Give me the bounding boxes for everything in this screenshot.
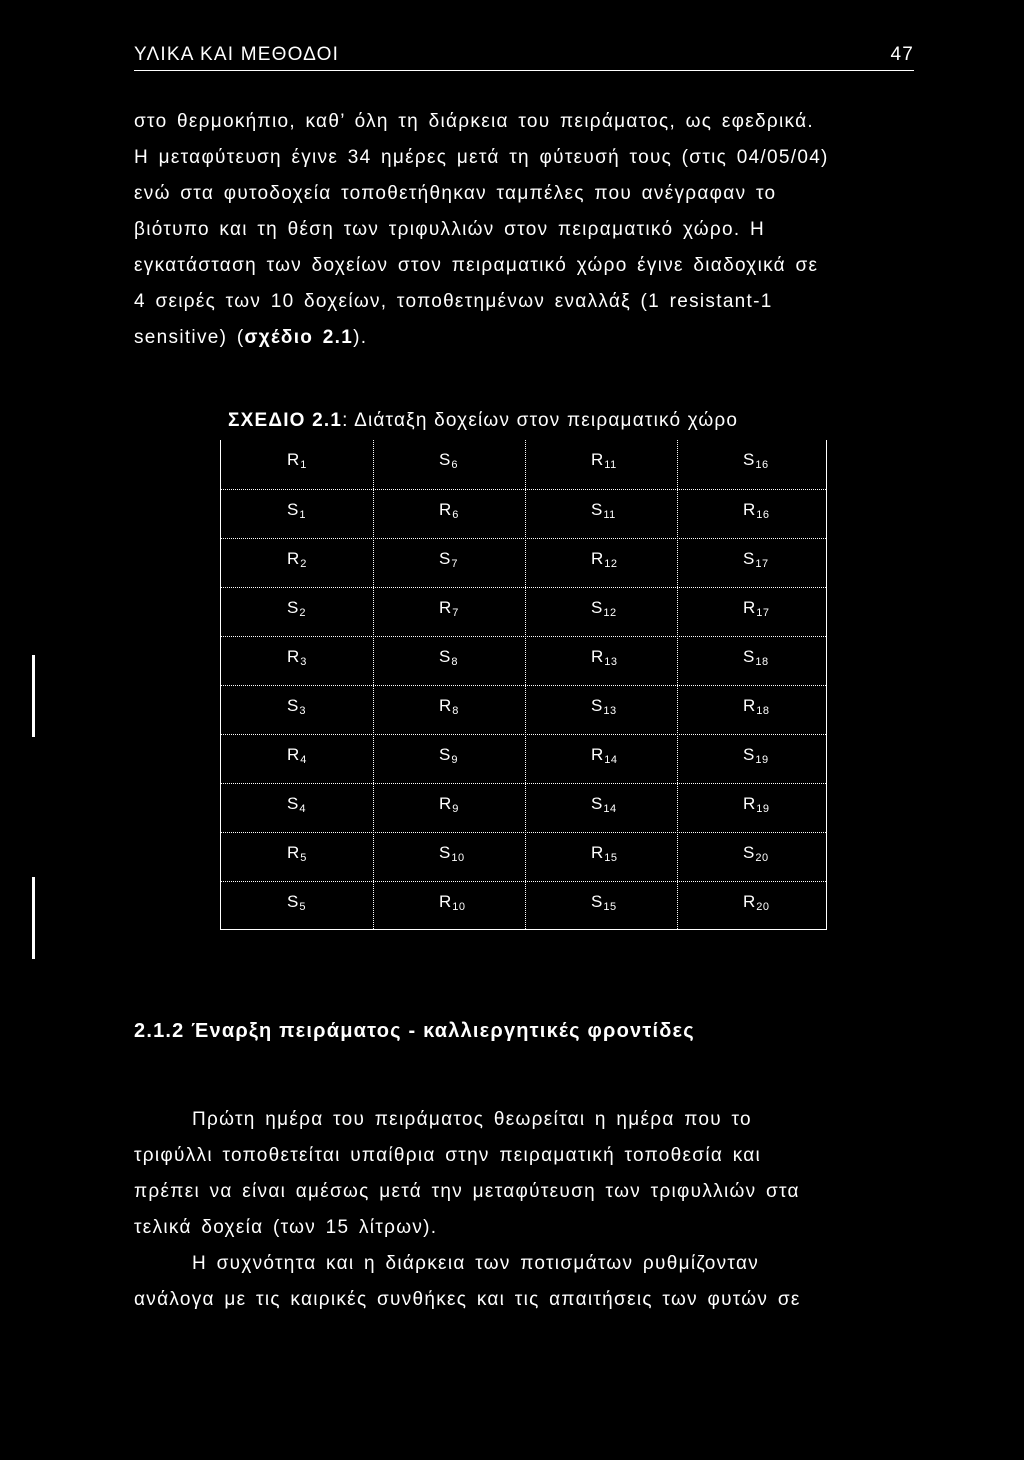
pot-letter: R bbox=[591, 647, 605, 666]
pot-number: 2 bbox=[299, 607, 306, 619]
text-line: τελικά δοχεία (των 15 λίτρων). bbox=[134, 1217, 438, 1238]
pot-cell bbox=[439, 882, 466, 931]
pot-number: 15 bbox=[604, 852, 618, 864]
pot-letter: R bbox=[287, 843, 301, 862]
pot-number: 18 bbox=[756, 705, 770, 717]
pot-number: 5 bbox=[300, 852, 307, 864]
figure-label: ΣΧΕΔΙΟ 2.1 bbox=[228, 410, 343, 431]
pot-number: 11 bbox=[604, 459, 617, 471]
pot-number: 2 bbox=[300, 558, 307, 570]
text-line: Η μεταφύτευση έγινε 34 ημέρες μετά τη φύτευσή τους (στις 04/05/04) bbox=[134, 147, 829, 168]
pot-letter: R bbox=[743, 794, 757, 813]
pot-cell bbox=[591, 440, 617, 489]
pot-cell bbox=[287, 784, 306, 833]
pot-letter: R bbox=[439, 794, 453, 813]
pot-cell bbox=[439, 588, 459, 637]
text-line: Η συχνότητα και η διάρκεια των ποτισμάτων ρυθμίζονταν bbox=[192, 1253, 760, 1274]
pot-cell bbox=[743, 833, 769, 882]
pot-number: 1 bbox=[299, 509, 306, 521]
pot-letter: S bbox=[439, 647, 452, 666]
pot-letter: R bbox=[287, 450, 301, 469]
grid-row bbox=[221, 734, 826, 783]
text-line: 4 σειρές των 10 δοχείων, τοποθετημένων εναλλάξ (1 resistant-1 bbox=[134, 291, 773, 312]
pot-number: 11 bbox=[603, 509, 616, 521]
intro-paragraph bbox=[134, 104, 914, 356]
pot-cell bbox=[287, 637, 307, 686]
pot-cell bbox=[287, 833, 307, 882]
pot-letter: R bbox=[743, 500, 757, 519]
pot-cell bbox=[439, 686, 459, 735]
pot-number: 9 bbox=[451, 754, 458, 766]
pot-cell bbox=[439, 637, 458, 686]
pot-cell bbox=[743, 440, 769, 489]
pot-cell bbox=[743, 539, 769, 588]
margin-change-bar bbox=[32, 655, 35, 737]
section-paragraph bbox=[134, 1102, 914, 1318]
pot-letter: S bbox=[743, 843, 756, 862]
pot-cell bbox=[439, 833, 465, 882]
pot-number: 20 bbox=[755, 852, 769, 864]
pot-number: 17 bbox=[756, 607, 770, 619]
text-span: ). bbox=[353, 327, 368, 348]
pot-number: 8 bbox=[451, 656, 458, 668]
pot-cell bbox=[743, 637, 769, 686]
pot-letter: R bbox=[591, 549, 605, 568]
text-line bbox=[134, 320, 914, 356]
pot-cell bbox=[439, 490, 459, 539]
pot-number: 10 bbox=[452, 901, 466, 913]
pot-cell bbox=[287, 539, 307, 588]
grid-row bbox=[221, 881, 826, 930]
pot-cell bbox=[439, 784, 459, 833]
pot-letter: S bbox=[287, 598, 300, 617]
grid-row bbox=[221, 587, 826, 636]
pot-number: 7 bbox=[451, 558, 458, 570]
pot-letter: S bbox=[743, 745, 756, 764]
pot-number: 13 bbox=[604, 656, 618, 668]
pot-letter: S bbox=[743, 647, 756, 666]
pot-cell bbox=[743, 735, 769, 784]
pot-number: 16 bbox=[755, 459, 769, 471]
pot-number: 20 bbox=[756, 901, 770, 913]
section-heading: 2.1.2 Έναρξη πειράματος - καλλιεργητικές φροντίδες bbox=[134, 1020, 695, 1042]
pot-number: 5 bbox=[299, 901, 306, 913]
pot-cell bbox=[591, 882, 617, 931]
pot-letter: S bbox=[287, 696, 300, 715]
pot-letter: R bbox=[439, 500, 453, 519]
pot-letter: S bbox=[439, 843, 452, 862]
pot-cell bbox=[743, 686, 770, 735]
pot-number: 13 bbox=[603, 705, 617, 717]
pot-letter: S bbox=[591, 696, 604, 715]
grid-row bbox=[221, 440, 826, 489]
pot-letter: R bbox=[287, 745, 301, 764]
pot-cell bbox=[743, 882, 770, 931]
pot-letter: R bbox=[439, 696, 453, 715]
pot-number: 8 bbox=[452, 705, 459, 717]
pot-cell bbox=[439, 440, 458, 489]
pot-cell bbox=[743, 490, 770, 539]
pot-number: 15 bbox=[603, 901, 617, 913]
pot-layout-grid bbox=[220, 440, 827, 930]
pot-number: 6 bbox=[451, 459, 458, 471]
pot-letter: S bbox=[287, 892, 300, 911]
pot-letter: S bbox=[591, 794, 604, 813]
pot-cell bbox=[591, 735, 618, 784]
pot-number: 16 bbox=[756, 509, 770, 521]
pot-cell bbox=[591, 490, 616, 539]
grid-row bbox=[221, 832, 826, 881]
pot-cell bbox=[287, 490, 306, 539]
pot-number: 14 bbox=[604, 754, 618, 766]
pot-number: 4 bbox=[299, 803, 306, 815]
header-rule bbox=[134, 70, 914, 71]
pot-cell bbox=[591, 637, 618, 686]
pot-cell bbox=[591, 588, 617, 637]
pot-number: 12 bbox=[604, 558, 618, 570]
grid-row bbox=[221, 783, 826, 832]
text-line: πρέπει να είναι αμέσως μετά την μεταφύτευση των τριφυλλιών στα bbox=[134, 1181, 800, 1202]
text-span: sensitive) ( bbox=[134, 327, 245, 348]
pot-number: 17 bbox=[755, 558, 769, 570]
pot-number: 19 bbox=[756, 803, 770, 815]
text-line: εγκατάσταση των δοχείων στον πειραματικό χώρο έγινε διαδοχικά σε bbox=[134, 255, 819, 276]
margin-change-bar bbox=[32, 877, 35, 959]
grid-row bbox=[221, 538, 826, 587]
text-line: ανάλογα με τις καιρικές συνθήκες και τις απαιτήσεις των φυτών σε bbox=[134, 1289, 801, 1310]
pot-cell bbox=[743, 588, 770, 637]
pot-cell bbox=[591, 784, 617, 833]
pot-cell bbox=[287, 882, 306, 931]
pot-letter: R bbox=[591, 745, 605, 764]
pot-letter: R bbox=[591, 843, 605, 862]
pot-cell bbox=[287, 686, 306, 735]
pot-number: 3 bbox=[300, 656, 307, 668]
pot-letter: S bbox=[439, 549, 452, 568]
pot-letter: R bbox=[743, 696, 757, 715]
pot-number: 10 bbox=[451, 852, 465, 864]
pot-cell bbox=[591, 686, 617, 735]
pot-letter: S bbox=[439, 450, 452, 469]
pot-letter: S bbox=[743, 549, 756, 568]
figure-caption-text: : Διάταξη δοχείων στον πειραματικό χώρο bbox=[342, 410, 739, 431]
pot-letter: R bbox=[287, 549, 301, 568]
pot-letter: R bbox=[439, 892, 453, 911]
grid-row bbox=[221, 685, 826, 734]
pot-letter: S bbox=[439, 745, 452, 764]
figure-reference: σχέδιο 2.1 bbox=[244, 327, 354, 348]
pot-letter: S bbox=[591, 598, 604, 617]
pot-letter: S bbox=[591, 892, 604, 911]
pot-number: 4 bbox=[300, 754, 307, 766]
pot-number: 9 bbox=[452, 803, 459, 815]
pot-number: 19 bbox=[755, 754, 769, 766]
pot-number: 3 bbox=[299, 705, 306, 717]
grid-row bbox=[221, 489, 826, 538]
figure-caption bbox=[228, 410, 738, 432]
text-line: τριφύλλι τοποθετείται υπαίθρια στην πειραματική τοποθεσία και bbox=[134, 1145, 762, 1166]
pot-cell bbox=[287, 588, 306, 637]
pot-letter: R bbox=[591, 450, 605, 469]
pot-letter: S bbox=[743, 450, 756, 469]
pot-cell bbox=[591, 833, 618, 882]
pot-number: 1 bbox=[300, 459, 307, 471]
text-line: ενώ στα φυτοδοχεία τοποθετήθηκαν ταμπέλες που ανέγραφαν το bbox=[134, 183, 777, 204]
pot-cell bbox=[287, 440, 307, 489]
pot-letter: R bbox=[743, 892, 757, 911]
pot-letter: S bbox=[287, 794, 300, 813]
grid-row bbox=[221, 636, 826, 685]
pot-number: 14 bbox=[603, 803, 617, 815]
pot-number: 7 bbox=[452, 607, 459, 619]
pot-cell bbox=[439, 539, 458, 588]
pot-cell bbox=[743, 784, 770, 833]
pot-letter: R bbox=[743, 598, 757, 617]
text-line: βιότυπο και τη θέση των τριφυλλιών στον πειραματικό χώρο. Η bbox=[134, 219, 765, 240]
pot-number: 6 bbox=[452, 509, 459, 521]
pot-cell bbox=[439, 735, 458, 784]
pot-number: 12 bbox=[603, 607, 617, 619]
pot-letter: S bbox=[591, 500, 604, 519]
header-title: ΥΛΙΚΑ ΚΑΙ ΜΕΘΟΔΟΙ bbox=[134, 44, 340, 65]
pot-cell bbox=[287, 735, 307, 784]
text-line: Πρώτη ημέρα του πειράματος θεωρείται η ημέρα που το bbox=[192, 1109, 752, 1130]
pot-letter: S bbox=[287, 500, 300, 519]
pot-number: 18 bbox=[755, 656, 769, 668]
pot-letter: R bbox=[439, 598, 453, 617]
page-number: 47 bbox=[890, 44, 914, 65]
pot-cell bbox=[591, 539, 618, 588]
pot-letter: R bbox=[287, 647, 301, 666]
text-line: στο θερμοκήπιο, καθ’ όλη τη διάρκεια του πειράματος, ως εφεδρικά. bbox=[134, 111, 814, 132]
